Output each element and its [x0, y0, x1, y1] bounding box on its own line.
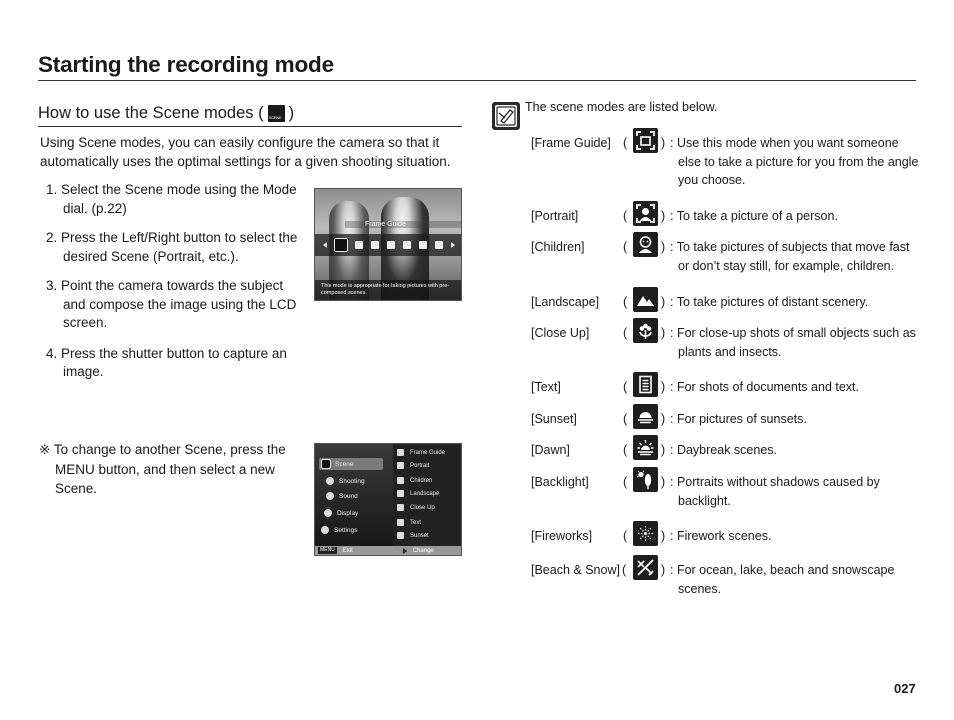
scene-name: [Portrait]	[531, 209, 579, 223]
menu-tag: MENU	[320, 547, 335, 553]
left-arrow-icon	[323, 242, 327, 248]
page-title: Starting the recording mode	[38, 52, 334, 77]
beach-snow-icon	[633, 555, 658, 580]
lcd-scene-label: Frame Guide	[345, 221, 461, 228]
children-icon	[397, 477, 404, 484]
menu-item-sound: Sound	[326, 492, 358, 500]
landscape-icon	[387, 241, 395, 249]
scene-description: : To take a picture of a person.	[670, 209, 838, 223]
submenu-item: Frame Guide	[397, 449, 445, 456]
camera-icon	[326, 477, 334, 485]
section-heading	[38, 104, 294, 123]
submenu-item: Sunset	[397, 532, 429, 539]
portrait-icon	[397, 462, 404, 469]
menu-item-shooting: Shooting	[326, 477, 365, 485]
scene-icon	[322, 460, 330, 468]
scene-description: : For shots of documents and text.	[670, 380, 859, 394]
menu-item-settings: Settings	[321, 526, 358, 534]
lcd-scene-screenshot	[314, 188, 462, 301]
sunset-icon	[435, 241, 443, 249]
lcd-menu-footer	[315, 546, 462, 555]
text-icon	[633, 372, 658, 397]
scene-name: [Frame Guide]	[531, 136, 611, 150]
page-number: 027	[894, 681, 916, 696]
right-arrow-icon	[451, 242, 455, 248]
section-heading-close: )	[288, 104, 295, 122]
scene-description: : To take pictures of distant scenery.	[670, 295, 869, 309]
right-arrow-icon	[403, 548, 407, 554]
text-icon	[397, 519, 404, 526]
display-icon	[324, 509, 332, 517]
submenu-item: Landscape	[397, 490, 439, 497]
submenu-item: Close Up	[397, 504, 435, 511]
menu-item-scene: Scene	[319, 458, 383, 470]
intro-paragraph: Using Scene modes, you can easily configure the camera so that it automatically uses the optimal settings for a given shooting situation.	[40, 135, 451, 169]
lcd-menu-screenshot	[314, 443, 462, 556]
exit-label: Exit	[342, 547, 353, 554]
step-item: 1. Select the Scene mode using the Mode dial. (p.22)	[46, 182, 297, 216]
scene-name: [Backlight]	[531, 475, 589, 489]
menu-note: ※ To change to another Scene, press the MENU button, and then select a new Scene.	[39, 442, 286, 496]
frame-guide-icon	[335, 239, 347, 251]
submenu-item: Text	[397, 519, 421, 526]
landscape-icon	[397, 490, 404, 497]
close-up-icon	[397, 504, 404, 511]
sunset-icon	[397, 532, 404, 539]
scene-description: : Firework scenes.	[670, 529, 772, 543]
scene-description: : For pictures of sunsets.	[670, 412, 807, 426]
backlight-icon	[633, 467, 658, 492]
section-rule	[38, 126, 462, 127]
steps-list	[46, 181, 304, 393]
scene-name: [Sunset]	[531, 412, 577, 426]
lcd-scene-icon-bar	[315, 234, 462, 256]
scene-description: : For close-up shots of small objects such as plants and insects.	[670, 326, 916, 359]
scene-name: [Beach & Snow]	[531, 563, 620, 577]
submenu-item: Portrait	[397, 462, 429, 469]
scene-name: [Landscape]	[531, 295, 600, 309]
scene-description: : Daybreak scenes.	[670, 443, 777, 457]
landscape-icon	[633, 287, 658, 312]
gear-icon	[321, 526, 329, 534]
children-icon	[371, 241, 379, 249]
sunset-icon	[633, 404, 658, 429]
scene-name: [Dawn]	[531, 443, 570, 457]
title-rule	[38, 80, 916, 81]
menu-item-display: Display	[324, 509, 358, 517]
portrait-icon	[355, 241, 363, 249]
scene-description: : Use this mode when you want someone else to take a picture for you from the angle you choose.	[670, 136, 919, 187]
step-item: 4. Press the shutter button to capture an image.	[46, 345, 287, 379]
scene-description: : Portraits without shadows caused by backlight.	[670, 475, 880, 508]
step-item: 3. Point the camera towards the subject and compose the image using the LCD screen.	[46, 278, 297, 330]
scene-name: [Children]	[531, 240, 585, 254]
section-heading-text: How to use the Scene modes (	[38, 104, 264, 122]
dawn-icon	[633, 435, 658, 460]
step-item: 2. Press the Left/Right button to select the desired Scene (Portrait, etc.).	[46, 230, 298, 264]
scene-name: [Close Up]	[531, 326, 590, 340]
portrait-icon	[633, 201, 658, 226]
text-icon	[419, 241, 427, 249]
scene-list-intro: The scene modes are listed below.	[525, 100, 718, 114]
scene-mode-icon	[268, 105, 285, 122]
submenu-item: Children	[397, 477, 432, 484]
note-icon	[492, 102, 520, 130]
change-label: Change	[412, 547, 434, 554]
scene-description: : To take pictures of subjects that move fast or don’t stay still, for example, children.	[670, 240, 910, 273]
lcd-scene-description: This mode is appropriate for taking pictures with pre-composed scenes.	[315, 280, 462, 301]
scene-description: : For ocean, lake, beach and snowscape scenes.	[670, 563, 895, 596]
scene-name: [Fireworks]	[531, 529, 593, 543]
frame-guide-icon	[397, 449, 404, 456]
fireworks-icon	[633, 521, 658, 546]
frame-guide-icon	[633, 128, 658, 153]
close-up-icon	[403, 241, 411, 249]
speaker-icon	[326, 492, 334, 500]
scene-name: [Text]	[531, 380, 561, 394]
children-icon	[633, 232, 658, 257]
close-up-icon	[633, 318, 658, 343]
